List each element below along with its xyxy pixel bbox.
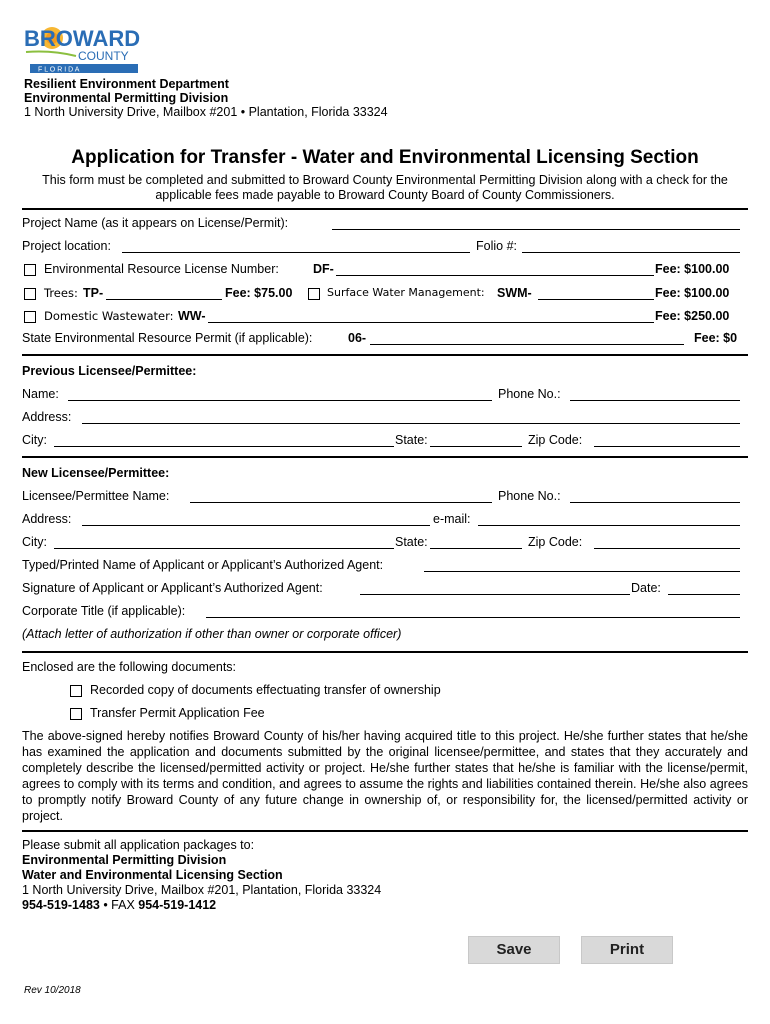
logo-mid-text: COUNTY (78, 49, 129, 63)
folio-field[interactable] (522, 239, 740, 253)
serp-prefix: 06- (348, 331, 367, 345)
divider (22, 456, 748, 458)
submit-division: Environmental Permitting Division (22, 853, 227, 867)
new-phone-label: Phone No.: (498, 489, 561, 503)
typed-name-field[interactable] (424, 558, 740, 572)
signature-field[interactable] (360, 581, 630, 595)
new-city-field[interactable] (54, 535, 394, 549)
enclosed-heading: Enclosed are the following documents: (22, 660, 237, 674)
prev-city-field[interactable] (54, 433, 394, 447)
revision-label: Rev 10/2018 (24, 985, 81, 996)
fax-label: • FAX (99, 898, 139, 912)
trees-checkbox[interactable] (24, 288, 36, 300)
prev-name-row (22, 387, 740, 403)
new-city-label: City: (22, 535, 47, 549)
authorization-note: (Attach letter of authorization if other than owner or corporate officer) (22, 627, 402, 641)
page-title: Application for Transfer - Water and Environmental Licensing Section (71, 147, 699, 168)
new-name-label: Licensee/Permittee Name: (22, 489, 170, 503)
signature-label: Signature of Applicant or Applicant’s Authorized Agent: (22, 581, 323, 595)
new-email-field[interactable] (478, 512, 740, 526)
logo-bottom-text: F L O R I D A (38, 66, 80, 74)
new-city-row (22, 535, 740, 551)
erl-row (22, 262, 740, 278)
serp-number-field[interactable] (370, 331, 684, 345)
recorded-docs-label: Recorded copy of documents effectuating transfer of ownership (90, 683, 441, 697)
new-email-label: e-mail: (433, 512, 471, 526)
new-state-field[interactable] (430, 535, 522, 549)
divider (22, 354, 748, 356)
ww-checkbox[interactable] (24, 311, 36, 323)
trees-fee: Fee: $75.00 (225, 286, 293, 300)
save-button[interactable]: Save (468, 936, 560, 964)
corp-title-label: Corporate Title (if applicable): (22, 604, 186, 618)
prev-address-field[interactable] (82, 410, 740, 424)
swm-prefix: SWM- (497, 286, 532, 300)
corp-title-row (22, 604, 740, 620)
trees-prefix: TP- (83, 286, 104, 300)
broward-county-logo (22, 22, 142, 74)
swm-label: Surface Water Management: (327, 286, 485, 299)
divider (22, 651, 748, 653)
statement-paragraph: The above-signed hereby notifies Broward County of his/her having acquired title to this project. He/she further states that he/she has examined the application and documents submitted by the original licensee/permittee, and states that they accurately and completely describe the licensed/permitted activity or project. He/she further states that he/she is familiar with the license/permit, agrees to comply with its terms and condition, and agrees to assume the rights and liabilities contained therein. He/she also agrees to promptly notify Broward County of any future change in ownership of, or responsibility for, the licensed/permitted activity or project. (22, 729, 748, 823)
typed-name-row (22, 558, 740, 574)
swm-fee: Fee: $100.00 (655, 286, 730, 300)
divider (22, 208, 748, 210)
trees-label: Trees: (44, 286, 78, 300)
prev-name-label: Name: (22, 387, 59, 401)
submit-section: Water and Environmental Licensing Section (22, 868, 283, 882)
new-name-row (22, 489, 740, 505)
submit-intro: Please submit all application packages to: (22, 838, 255, 852)
new-address-field[interactable] (82, 512, 430, 526)
enclosed-item-2 (68, 706, 568, 722)
date-label: Date: (631, 581, 661, 595)
prev-state-label: State: (395, 433, 428, 447)
project-name-field[interactable] (332, 216, 740, 230)
prev-zip-label: Zip Code: (528, 433, 583, 447)
project-name-label: Project Name (as it appears on License/Permit): (22, 216, 289, 230)
project-location-label: Project location: (22, 239, 111, 253)
new-zip-label: Zip Code: (528, 535, 583, 549)
erl-fee: Fee: $100.00 (655, 262, 730, 276)
date-field[interactable] (668, 581, 740, 595)
ww-prefix: WW- (178, 309, 206, 323)
typed-name-label: Typed/Printed Name of Applicant or Applicant’s Authorized Agent: (22, 558, 384, 572)
project-location-row (22, 239, 740, 255)
serp-label: State Environmental Resource Permit (if applicable): (22, 331, 313, 345)
division-name: Environmental Permitting Division (24, 91, 229, 105)
prev-zip-field[interactable] (594, 433, 740, 447)
new-zip-field[interactable] (594, 535, 740, 549)
erl-label: Environmental Resource License Number: (44, 262, 279, 276)
project-name-row (22, 216, 740, 232)
new-address-row (22, 512, 740, 528)
erl-prefix: DF- (313, 262, 334, 276)
trees-number-field[interactable] (106, 286, 222, 300)
prev-name-field[interactable] (68, 387, 492, 401)
project-location-field[interactable] (122, 239, 470, 253)
prev-city-row (22, 433, 740, 449)
enclosed-item-1 (68, 683, 568, 699)
serp-row (22, 331, 740, 347)
logo-top-text: BROWARD (24, 26, 141, 51)
wastewater-row (22, 309, 740, 325)
ww-label: Domestic Wastewater: (44, 309, 174, 323)
new-name-field[interactable] (190, 489, 492, 503)
new-licensee-heading: New Licensee/Permittee: (22, 466, 170, 480)
intro-text: This form must be completed and submitted to Broward County Environmental Permitting Division along with a check for the applicable fees made payable to Broward County Board of County Commissioners. (42, 173, 728, 202)
divider (22, 830, 748, 832)
print-button[interactable]: Print (581, 936, 673, 964)
submit-address: 1 North University Drive, Mailbox #201, Plantation, Florida 33324 (22, 883, 382, 897)
prev-state-field[interactable] (430, 433, 522, 447)
previous-licensee-heading: Previous Licensee/Permittee: (22, 364, 197, 378)
erl-number-field[interactable] (336, 262, 654, 276)
dept-address: 1 North University Drive, Mailbox #201 • Plantation, Florida 33324 (24, 105, 388, 119)
trees-swm-row (22, 286, 740, 302)
phone-number: 954-519-1483 (22, 898, 100, 912)
submit-contact (22, 898, 381, 913)
swm-number-field[interactable] (538, 286, 654, 300)
recorded-docs-checkbox[interactable] (70, 685, 82, 697)
submission-info (22, 838, 381, 913)
fax-number: 954-519-1412 (138, 898, 217, 912)
corp-title-field[interactable] (206, 604, 740, 618)
fee-checkbox[interactable] (70, 708, 82, 720)
new-state-label: State: (395, 535, 428, 549)
fee-label: Transfer Permit Application Fee (90, 706, 265, 720)
new-address-label: Address: (22, 512, 72, 526)
erl-checkbox[interactable] (24, 264, 36, 276)
signature-row (22, 581, 740, 597)
prev-address-label: Address: (22, 410, 72, 424)
department-header (24, 77, 388, 119)
ww-number-field[interactable] (208, 309, 654, 323)
prev-city-label: City: (22, 433, 47, 447)
new-phone-field[interactable] (570, 489, 740, 503)
prev-phone-field[interactable] (570, 387, 740, 401)
ww-fee: Fee: $250.00 (655, 309, 730, 323)
dept-name: Resilient Environment Department (24, 77, 229, 91)
folio-label: Folio #: (476, 239, 517, 253)
prev-phone-label: Phone No.: (498, 387, 561, 401)
serp-fee: Fee: $0 (694, 331, 738, 345)
swm-checkbox[interactable] (308, 288, 320, 300)
prev-address-row (22, 410, 740, 426)
